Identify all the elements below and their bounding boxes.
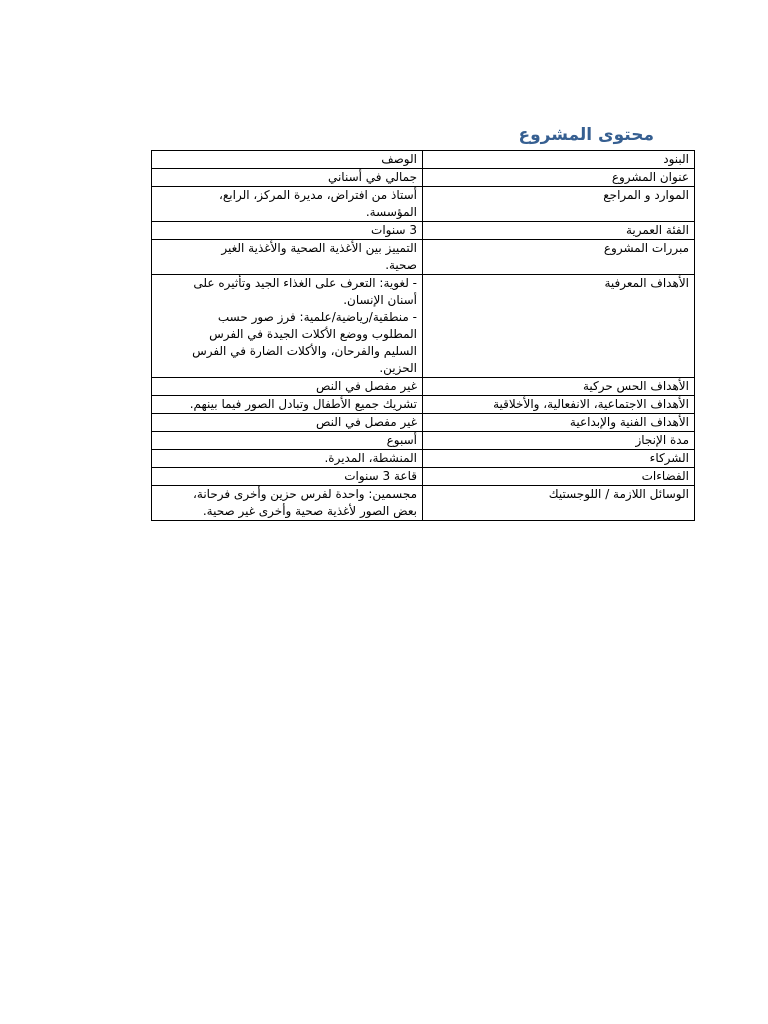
description-line: المؤسسة. — [365, 205, 417, 219]
item-cell: الفئة العمرية — [423, 222, 695, 240]
description-cell — [152, 378, 423, 396]
description-line: قاعة 3 سنوات — [344, 469, 417, 483]
description-cell — [152, 432, 423, 450]
item-cell: عنوان المشروع — [423, 169, 695, 187]
table-header-row — [152, 151, 695, 169]
table-row — [152, 432, 695, 450]
item-cell: الوسائل اللازمة / اللوجستيك — [423, 486, 695, 521]
description-cell — [152, 396, 423, 414]
item-cell: الأهداف الاجتماعية، الانفعالية، والأخلاقية — [423, 396, 695, 414]
item-cell: الأهداف الفنية والإبداعية — [423, 414, 695, 432]
description-cell — [152, 468, 423, 486]
description-cell — [152, 187, 423, 222]
header-items-cell: البنود — [423, 151, 695, 169]
item-cell: الفضاءات — [423, 468, 695, 486]
page-title: محتوى المشروع — [518, 125, 654, 145]
description-line: - لغوية: التعرف على الغذاء الجيد وتأثيره على — [193, 276, 417, 290]
table-row — [152, 240, 695, 275]
item-cell: مدة الإنجاز — [423, 432, 695, 450]
item-cell: الأهداف الحس حركية — [423, 378, 695, 396]
description-line: أسبوع — [386, 433, 417, 447]
description-line: أستاذ من افتراض، مديرة المركز، الرابع، — [219, 188, 417, 202]
table-row — [152, 275, 695, 378]
table-row — [152, 486, 695, 521]
description-line: السليم والفرحان، والأكلات الضارة في الفرس — [192, 344, 417, 358]
table-row — [152, 468, 695, 486]
description-line: بعض الصور لأغذية صحية وأخرى غير صحية. — [202, 504, 417, 518]
description-cell — [152, 240, 423, 275]
description-line: صحية. — [385, 258, 417, 272]
description-line: المنشطة، المديرة. — [324, 451, 417, 465]
description-line: التمييز بين الأغذية الصحية والأغذية الغير — [221, 241, 417, 255]
description-cell — [152, 414, 423, 432]
project-content-table — [151, 150, 695, 521]
description-line: المطلوب ووضع الأكلات الجيدة في الفرس — [209, 327, 417, 341]
description-cell — [152, 222, 423, 240]
item-cell: الشركاء — [423, 450, 695, 468]
description-cell — [152, 486, 423, 521]
description-cell — [152, 450, 423, 468]
description-cell — [152, 169, 423, 187]
table-row — [152, 414, 695, 432]
table-row — [152, 450, 695, 468]
description-line: جمالي في أسناني — [327, 170, 417, 184]
description-line: تشريك جميع الأطفال وتبادل الصور فيما بينهم. — [189, 397, 417, 411]
description-line: مجسمين: واحدة لفرس حزين وأخرى فرحانة، — [193, 487, 417, 501]
description-cell — [152, 275, 423, 378]
description-line: - منطقية/رياضية/علمية: فرز صور حسب — [217, 310, 417, 324]
description-line: أسنان الإنسان. — [343, 293, 417, 307]
description-line: غير مفصل في النص — [315, 415, 417, 429]
table-row — [152, 222, 695, 240]
table-row — [152, 187, 695, 222]
item-cell: الأهداف المعرفية — [423, 275, 695, 378]
description-line: 3 سنوات — [371, 223, 417, 237]
table-row — [152, 378, 695, 396]
description-line: غير مفصل في النص — [315, 379, 417, 393]
description-line: الحزين. — [379, 361, 417, 375]
header-description-cell: الوصف — [152, 151, 423, 169]
item-cell: الموارد و المراجع — [423, 187, 695, 222]
table-row — [152, 169, 695, 187]
table-row — [152, 396, 695, 414]
item-cell: مبررات المشروع — [423, 240, 695, 275]
